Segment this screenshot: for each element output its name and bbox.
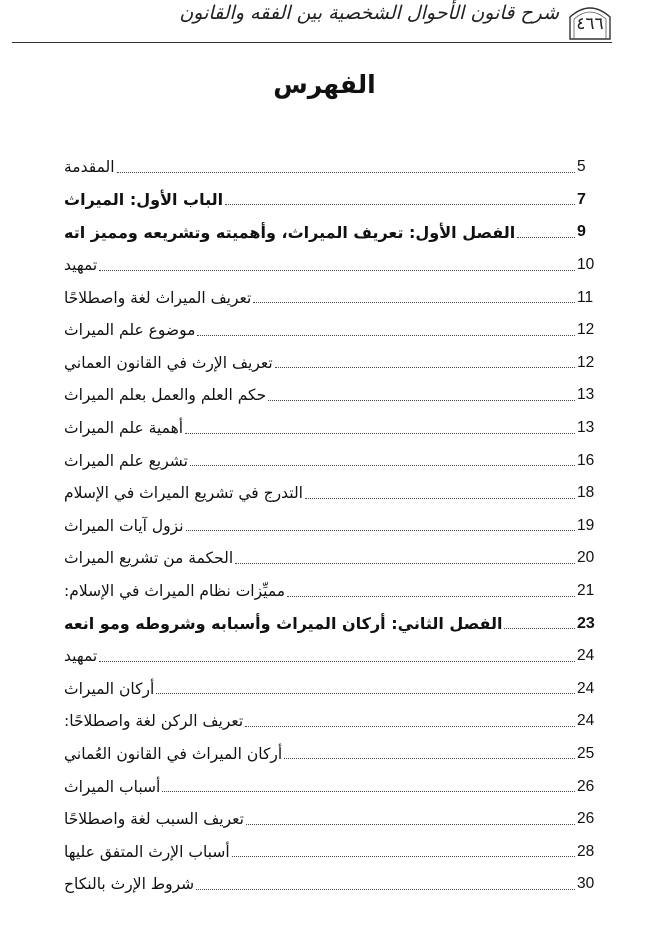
toc-entry[interactable] xyxy=(60,835,599,868)
toc-entry-page: 24 xyxy=(577,679,595,697)
toc-entry-label: نزول آيات الميراث xyxy=(64,516,184,535)
toc-entry[interactable] xyxy=(60,216,599,249)
toc-entry-page: 11 xyxy=(577,288,594,306)
toc-entry[interactable] xyxy=(60,542,599,575)
page-header xyxy=(0,0,649,46)
toc-entry-label: أركان الميراث في القانون العُماني xyxy=(64,744,283,763)
toc-leader-dots xyxy=(197,335,575,336)
toc-entry-page: 13 xyxy=(577,386,595,404)
toc-entry-label: تعريف السبب لغة واصطلاحًا xyxy=(64,810,244,829)
toc-entry-label: تشريع علم الميراث xyxy=(64,451,188,470)
toc-leader-dots xyxy=(196,889,575,890)
toc-entry-page: 30 xyxy=(577,875,595,893)
toc-entry-label: المقدمة xyxy=(64,158,115,177)
toc-leader-dots xyxy=(246,824,575,825)
toc-entry-page: 18 xyxy=(577,484,595,502)
toc-entry-label: حكم العلم والعمل بعلم الميراث xyxy=(64,386,267,405)
toc-leader-dots xyxy=(117,172,575,173)
page-number-frame xyxy=(566,3,614,39)
toc-entry-page: 20 xyxy=(577,549,595,567)
page-number: ٤٦٦ xyxy=(576,14,604,34)
toc-leader-dots xyxy=(162,791,575,792)
toc-entry-page: 16 xyxy=(577,451,595,469)
toc-entry-label: تعريف الركن لغة واصطلاحًا: xyxy=(64,712,244,731)
toc-leader-dots xyxy=(235,563,575,564)
toc-leader-dots xyxy=(186,530,575,531)
toc-entry[interactable] xyxy=(60,738,599,771)
toc-entry-page: 24 xyxy=(577,647,595,665)
toc-entry[interactable] xyxy=(60,184,599,217)
toc-leader-dots xyxy=(253,302,575,303)
toc-entry-label: مميِّزات نظام الميراث في الإسلام: xyxy=(64,582,286,601)
toc-entry[interactable] xyxy=(60,868,599,901)
toc-leader-dots xyxy=(275,367,575,368)
toc-entry-page: 19 xyxy=(577,516,595,534)
toc-entry[interactable] xyxy=(60,379,599,412)
toc-entry-page: 12 xyxy=(577,321,595,339)
toc-leader-dots xyxy=(517,237,575,238)
toc-entry-label: الحكمة من تشريع الميراث xyxy=(64,549,234,568)
toc-entry-label: تعريف الميراث لغة واصطلاحًا xyxy=(64,288,252,307)
toc-entry-label: أركان الميراث xyxy=(64,679,155,698)
toc-entry-label: أسباب الميراث xyxy=(64,777,161,796)
toc-leader-dots xyxy=(504,628,575,629)
toc-entry[interactable] xyxy=(60,770,599,803)
toc-entry[interactable] xyxy=(60,444,599,477)
toc-entry-page: 12 xyxy=(577,353,595,371)
toc-entry-label: شروط الإرث بالنكاح xyxy=(64,875,195,894)
toc-leader-dots xyxy=(268,400,575,401)
toc-entry-page: 7 xyxy=(577,190,586,208)
toc-leader-dots xyxy=(245,726,575,727)
toc-entry[interactable] xyxy=(60,412,599,445)
toc-leader-dots xyxy=(305,498,575,499)
toc-entry[interactable] xyxy=(60,314,599,347)
running-title: شرح قانون الأحوال الشخصية بين الفقه والقانون xyxy=(179,2,559,24)
toc-leader-dots xyxy=(156,693,575,694)
header-divider xyxy=(12,42,612,43)
toc-entry-label: أسباب الإرث المتفق عليها xyxy=(64,842,230,861)
toc-entry-label: تمهيد xyxy=(64,256,98,275)
toc-entry[interactable] xyxy=(60,347,599,380)
toc-entry-label: الفصل الأول: تعريف الميراث، وأهميته وتشريعه ومميز اته xyxy=(64,222,516,242)
page-title: الفهرس xyxy=(273,70,376,99)
toc-entry-label: الفصل الثاني: أركان الميراث وأسبابه وشروطه ومو انعه xyxy=(64,614,503,634)
toc-leader-dots xyxy=(284,758,575,759)
toc-entry[interactable] xyxy=(60,640,599,673)
toc-entry[interactable] xyxy=(60,803,599,836)
toc-entry-page: 26 xyxy=(577,810,595,828)
toc-entry[interactable] xyxy=(60,607,599,640)
toc-entry-page: 10 xyxy=(577,256,595,274)
table-of-contents xyxy=(60,151,599,901)
toc-entry-page: 25 xyxy=(577,744,595,762)
toc-entry-label: تمهيد xyxy=(64,647,98,666)
toc-entry[interactable] xyxy=(60,575,599,608)
toc-entry-label: تعريف الإرث في القانون العماني xyxy=(64,353,273,372)
toc-leader-dots xyxy=(232,856,575,857)
toc-entry[interactable] xyxy=(60,477,599,510)
toc-entry-label: أهمية علم الميراث xyxy=(64,419,184,438)
toc-entry-page: 24 xyxy=(577,712,595,730)
toc-entry-page: 28 xyxy=(577,842,595,860)
toc-entry[interactable] xyxy=(60,673,599,706)
toc-entry[interactable] xyxy=(60,510,599,543)
toc-entry-label: الباب الأول: الميراث xyxy=(64,190,224,210)
toc-entry-page: 26 xyxy=(577,777,595,795)
toc-entry-page: 21 xyxy=(577,582,595,600)
toc-leader-dots xyxy=(99,661,575,662)
toc-leader-dots xyxy=(99,270,575,271)
toc-entry[interactable] xyxy=(60,281,599,314)
toc-entry[interactable] xyxy=(60,151,599,184)
toc-entry[interactable] xyxy=(60,705,599,738)
toc-leader-dots xyxy=(225,204,575,205)
toc-entry-page: 23 xyxy=(577,614,595,632)
toc-leader-dots xyxy=(185,433,575,434)
toc-entry-label: التدرج في تشريع الميراث في الإسلام xyxy=(64,484,303,503)
toc-leader-dots xyxy=(190,465,575,466)
toc-leader-dots xyxy=(287,596,575,597)
toc-entry-label: موضوع علم الميراث xyxy=(64,321,196,340)
toc-entry-page: 13 xyxy=(577,419,595,437)
toc-entry[interactable] xyxy=(60,249,599,282)
toc-entry-page: 5 xyxy=(577,158,586,176)
toc-entry-page: 9 xyxy=(577,223,586,241)
